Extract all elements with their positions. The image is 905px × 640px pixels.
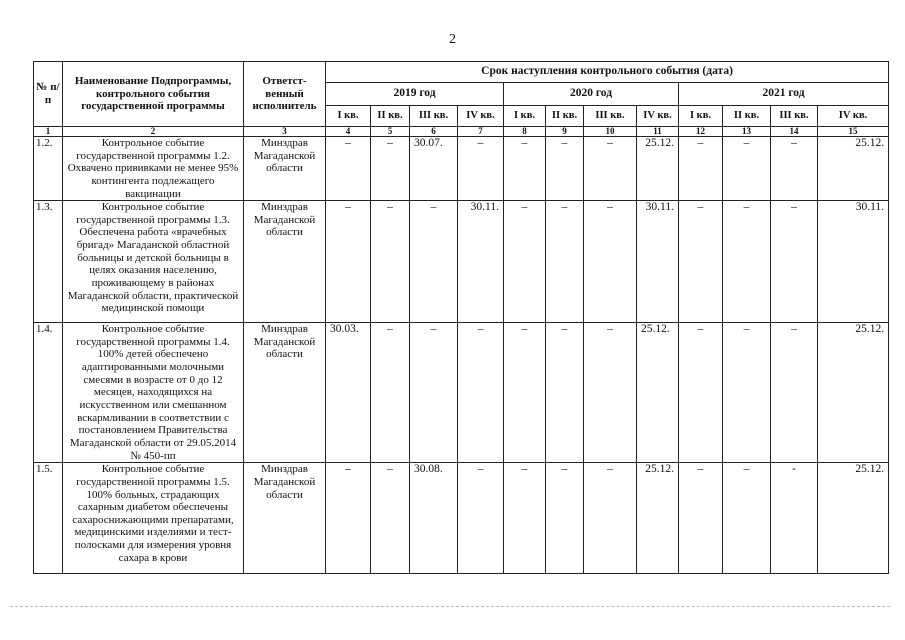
quarter-cell: – [723, 463, 771, 574]
header-quarter: III кв. [771, 106, 818, 127]
quarter-cell: – [546, 463, 584, 574]
column-number: 3 [244, 127, 326, 137]
event-name: Контрольное событие государственной программы 1.5. 100% больных, страдающих сахарным диабетом обеспечены сахароснижающими препаратами, медицинскими изделиями и тест-полосками для измерения уровня сахара в крови [63, 463, 244, 574]
table-row [34, 137, 889, 201]
header-quarter: I кв. [326, 106, 371, 127]
quarter-cell: – [546, 323, 584, 463]
column-number: 1 [34, 127, 63, 137]
header-quarter: III кв. [410, 106, 458, 127]
executor: Минздрав Магаданской области [244, 137, 326, 201]
quarter-cell: – [458, 137, 504, 201]
header-quarter: I кв. [679, 106, 723, 127]
header-year-2020: 2020 год [504, 83, 679, 106]
header-deadline: Срок наступления контрольного события (дата) [326, 62, 889, 83]
quarter-cell: – [723, 201, 771, 323]
quarter-cell: – [584, 463, 637, 574]
header-quarter: IV кв. [458, 106, 504, 127]
event-name: Контрольное событие государственной программы 1.2. Охвачено прививками не менее 95% контингента подлежащего вакцинации [63, 137, 244, 201]
quarter-cell: – [546, 137, 584, 201]
header-name: Наименование Подпрограммы, контрольного события государственной программы [63, 62, 244, 127]
quarter-cell: 25.12. [818, 137, 889, 201]
quarter-cell: – [679, 323, 723, 463]
quarter-cell: – [679, 137, 723, 201]
quarter-cell: – [326, 201, 371, 323]
event-name: Контрольное событие государственной программы 1.3. Обеспечена работа «врачебных бригад» Магаданской областной больницы и детской больницы в целях оказания населению, проживающему в районах Магаданской области, практической медицинской помощи [63, 201, 244, 323]
quarter-cell: – [504, 463, 546, 574]
quarter-cell: 30.11. [637, 201, 679, 323]
column-number: 10 [584, 127, 637, 137]
column-number: 5 [371, 127, 410, 137]
column-number: 15 [818, 127, 889, 137]
row-number: 1.4. [34, 323, 63, 463]
executor: Минздрав Магаданской области [244, 201, 326, 323]
quarter-cell: 25.12. [637, 463, 679, 574]
header-num: № п/п [34, 62, 63, 127]
quarter-cell: – [771, 201, 818, 323]
column-number: 4 [326, 127, 371, 137]
quarter-cell: – [458, 463, 504, 574]
column-number: 2 [63, 127, 244, 137]
control-events-table [33, 61, 889, 574]
column-number: 8 [504, 127, 546, 137]
column-number: 7 [458, 127, 504, 137]
quarter-cell: – [584, 323, 637, 463]
quarter-cell: – [326, 463, 371, 574]
quarter-cell: – [410, 323, 458, 463]
quarter-cell: – [371, 137, 410, 201]
quarter-cell: - [771, 463, 818, 574]
quarter-cell: 25.12. [818, 323, 889, 463]
quarter-cell: – [371, 463, 410, 574]
quarter-cell: – [584, 201, 637, 323]
quarter-cell: – [504, 137, 546, 201]
header-quarter: II кв. [546, 106, 584, 127]
column-number: 14 [771, 127, 818, 137]
quarter-cell: 30.08. [410, 463, 458, 574]
header-quarter: IV кв. [818, 106, 889, 127]
quarter-cell: 25.12. [637, 137, 679, 201]
quarter-cell: – [504, 201, 546, 323]
header-quarter: I кв. [504, 106, 546, 127]
quarter-cell: 25.12. [818, 463, 889, 574]
table-row [34, 201, 889, 323]
quarter-cell: 30.11. [458, 201, 504, 323]
table-row [34, 463, 889, 574]
column-number: 13 [723, 127, 771, 137]
header-year-2021: 2021 год [679, 83, 889, 106]
row-number: 1.5. [34, 463, 63, 574]
quarter-cell: – [371, 323, 410, 463]
header-executor: Ответст-венный исполнитель [244, 62, 326, 127]
quarter-cell: – [504, 323, 546, 463]
header-quarter: II кв. [371, 106, 410, 127]
header-quarter: III кв. [584, 106, 637, 127]
quarter-cell: – [723, 137, 771, 201]
quarter-cell: 30.07. [410, 137, 458, 201]
column-number: 11 [637, 127, 679, 137]
header-year-2019: 2019 год [326, 83, 504, 106]
quarter-cell: – [371, 201, 410, 323]
quarter-cell: – [546, 201, 584, 323]
column-number: 12 [679, 127, 723, 137]
quarter-cell: – [458, 323, 504, 463]
executor: Минздрав Магаданской области [244, 463, 326, 574]
quarter-cell: – [679, 201, 723, 323]
column-number: 6 [410, 127, 458, 137]
quarter-cell: – [584, 137, 637, 201]
quarter-cell: – [326, 137, 371, 201]
row-number: 1.2. [34, 137, 63, 201]
quarter-cell: 30.11. [818, 201, 889, 323]
row-number: 1.3. [34, 201, 63, 323]
quarter-cell: 30.03. [326, 323, 371, 463]
scan-dashed-line [10, 606, 890, 608]
quarter-cell: – [771, 137, 818, 201]
quarter-cell: – [410, 201, 458, 323]
table-row [34, 323, 889, 463]
page-number: 2 [449, 32, 456, 47]
header-quarter: IV кв. [637, 106, 679, 127]
quarter-cell: – [771, 323, 818, 463]
header-quarter: II кв. [723, 106, 771, 127]
event-name: Контрольное событие государственной программы 1.4. 100% детей обеспечено адаптированными молочными смесями в возрасте от 0 до 12 месяцев, находящихся на искусственном или смешанном вскармливании в соответствии с постановлением Правительства Магаданской области от 29.05.2014 № 450-пп [63, 323, 244, 463]
column-number: 9 [546, 127, 584, 137]
executor: Минздрав Магаданской области [244, 323, 326, 463]
quarter-cell: – [723, 323, 771, 463]
quarter-cell: 25.12. [637, 323, 679, 463]
quarter-cell: – [679, 463, 723, 574]
